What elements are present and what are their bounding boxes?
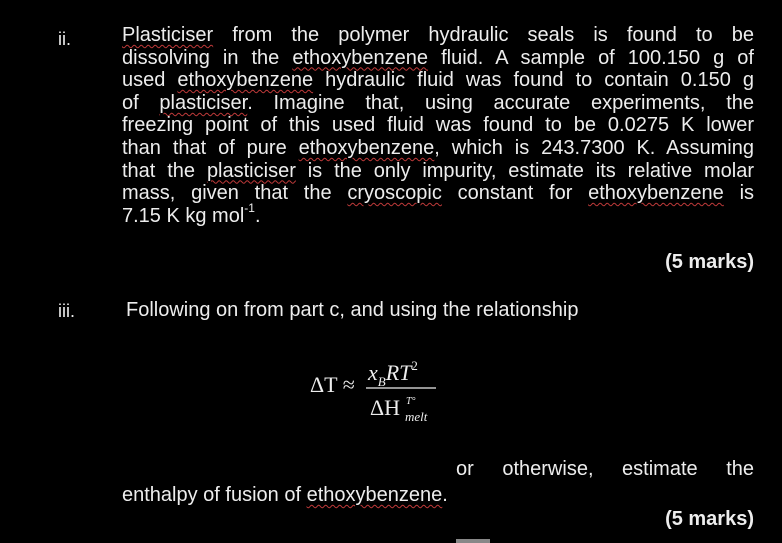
question-ii-text (122, 24, 754, 227)
units-text: 7.15 K kg mol (122, 204, 245, 227)
text-segment: than that of pure (122, 136, 299, 159)
formula-denominator: ΔH (370, 395, 401, 420)
spell-check-word: cryoscopic (347, 182, 442, 205)
text-segment: used (122, 69, 178, 92)
formula-numerator-sub: B (377, 374, 386, 389)
word: estimate (622, 458, 698, 480)
text-segment: fluid. A sample of 100.150 g of (428, 46, 754, 69)
page-edge-bar (456, 539, 490, 543)
spell-check-word: ethoxybenzene (306, 484, 443, 506)
marks-ii: (5 marks) (665, 251, 754, 273)
text-segment: is the only impurity, estimate its relative molar (295, 159, 754, 182)
text-segment: constant for (441, 182, 589, 205)
question-iii-line1 (456, 458, 754, 481)
text-line (122, 92, 754, 115)
units-period: . (254, 204, 261, 227)
freezing-point-formula (298, 352, 448, 432)
svg-text:ΔH (370, 395, 400, 420)
spell-check-word: ethoxybenzene (588, 182, 724, 205)
svg-text:ΔT ≈ (310, 372, 355, 397)
question-number-ii: ii. (58, 29, 71, 49)
word: otherwise, (502, 458, 594, 480)
text-segment: mass, given that the (122, 182, 348, 205)
text-segment: that the (122, 159, 207, 182)
text-segment: freezing point of this used fluid was found to be 0.0275 K lower (122, 114, 754, 137)
text-line (122, 137, 754, 160)
word: or (456, 458, 474, 480)
formula-denominator-sup: T° (406, 396, 416, 407)
text-line-last (122, 201, 754, 228)
question-number-iii: iii. (58, 301, 75, 321)
question-iii-intro: Following on from part c, and using the relationship (126, 299, 579, 321)
marks-iii: (5 marks) (665, 508, 754, 530)
text-line (122, 69, 754, 92)
formula-numerator-sup: 2 (411, 358, 418, 373)
spell-check-word: plasticiser (206, 159, 296, 182)
svg-text:xBRT2 (367, 358, 418, 389)
spell-check-word: ethoxybenzene (292, 46, 429, 69)
formula-numerator-rest: RT (385, 360, 412, 385)
formula-lhs: ΔT ≈ (310, 372, 355, 397)
spell-check-word: plasticiser (159, 91, 248, 114)
text-line (122, 182, 754, 205)
text-segment: of (122, 91, 160, 114)
question-iii-line2 (122, 484, 448, 507)
text-line (122, 47, 754, 70)
text-line (122, 160, 754, 183)
spell-check-word: Plasticiser (122, 24, 214, 46)
formula-numerator-x: x (368, 360, 378, 385)
spell-check-word: ethoxybenzene (177, 69, 314, 92)
text-line (122, 114, 754, 137)
line2-end: . (442, 484, 448, 506)
formula-denominator-sub: melt (405, 409, 428, 424)
text-segment: . Imagine that, using accurate experiments, the (247, 91, 754, 114)
text-segment: hydraulic fluid was found to contain 0.150 g (313, 69, 754, 92)
spell-check-word: ethoxybenzene (298, 136, 435, 159)
text-segment: from the polymer hydraulic seals is found to be (213, 24, 754, 46)
text-line (122, 24, 754, 47)
line2-text: enthalpy of fusion of (122, 484, 307, 506)
text-segment: dissolving in the (122, 46, 293, 69)
units-superscript: -1 (244, 201, 255, 216)
text-segment: , which is 243.7300 K. Assuming (434, 136, 754, 159)
text-segment: is (723, 182, 755, 205)
word: the (726, 458, 754, 480)
